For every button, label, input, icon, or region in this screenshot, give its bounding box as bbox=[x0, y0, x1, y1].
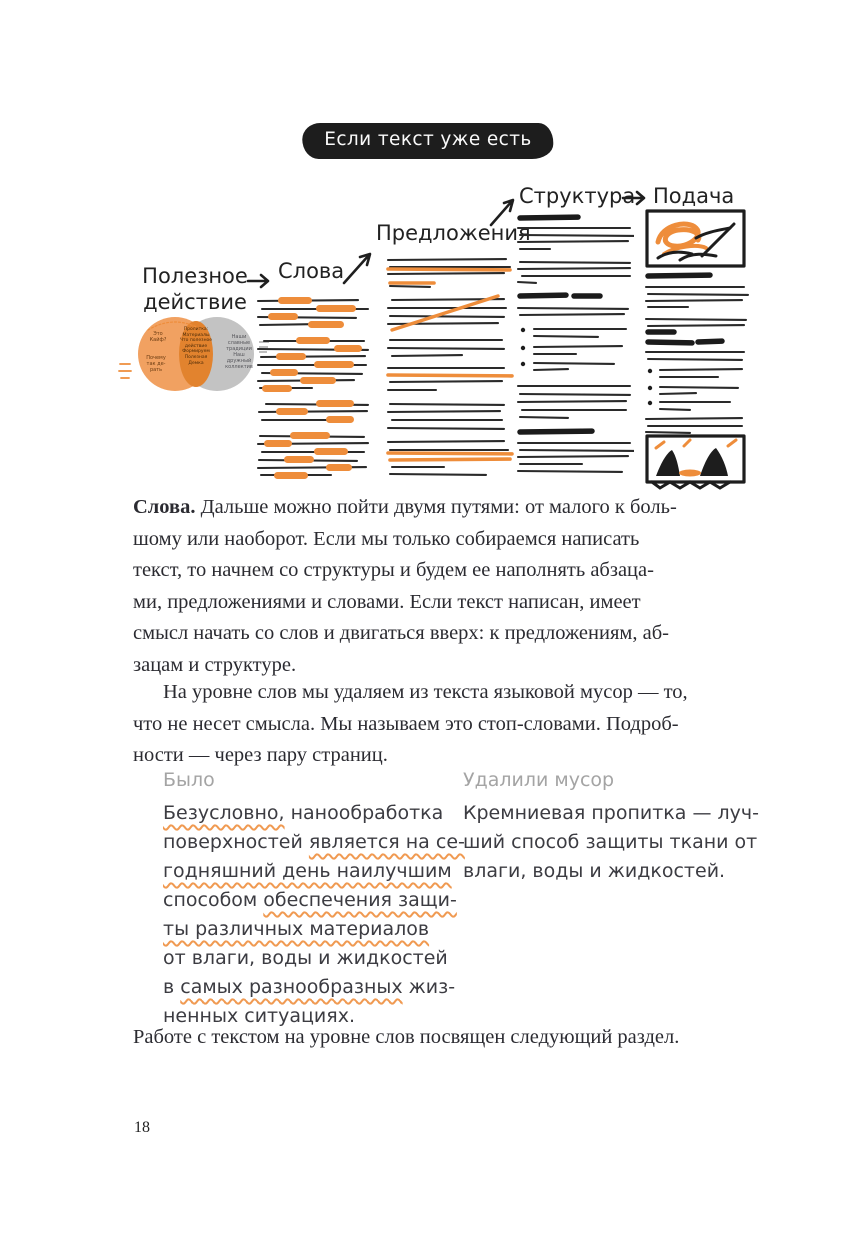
venn-left-label-bottom: Почему так де- рать bbox=[146, 355, 166, 373]
arrow-up-right-icon bbox=[489, 194, 517, 230]
words-column-sketch bbox=[256, 296, 376, 480]
venn-left-label-top: Это Кайф? bbox=[149, 331, 167, 343]
sentences-column-sketch bbox=[386, 256, 514, 480]
delivery-column-sketch bbox=[644, 208, 750, 490]
paragraph-stop-words: На уровне слов мы удаляем из текста языковой мусор — то, что не несет смысла. Мы называем это стоп-словами. Подроб- ности — через пару страниц. bbox=[133, 681, 688, 766]
section-badge: Если текст уже есть bbox=[302, 123, 553, 159]
example-before-text: Безусловно, нанообработка поверхностей является на се- годняшний день наилучшим способом обеспечения защи- ты различных материалов от влаги, воды и жидкостей в самых разнообразных жиз- ненных ситуациях. bbox=[163, 802, 465, 1027]
example-before-header: Было bbox=[163, 769, 215, 791]
label-useful-action: Полезное действие bbox=[142, 264, 248, 314]
venn-center-label: Пролитка: Материалы Что полезное действие Формируем Полезная Демка bbox=[179, 327, 213, 366]
label-delivery: Подача bbox=[653, 184, 735, 208]
page-number: 18 bbox=[134, 1119, 150, 1136]
structure-column-sketch bbox=[516, 212, 634, 474]
example-after-text: Кремниевая пропитка — луч- ший способ защиты ткани от влаги, воды и жидкостей. bbox=[463, 802, 759, 882]
closing-sentence: Работе с текстом на уровне слов посвящен следующий раздел. bbox=[133, 1026, 680, 1048]
paragraph-words-intro: Слова. Дальше можно пойти двумя путями: от малого к боль- шому или наоборот. Если мы только собираемся написать текст, то начнем со структуры и будем ее наполнять абзаца- ми, предложениями и словами. Если текст написан, имеет смысл начать со слов и двигаться вверх: к предложениям, аб- зацам и структуре. bbox=[133, 496, 677, 676]
arrow-up-right-icon bbox=[341, 246, 375, 288]
label-structure: Структура bbox=[519, 184, 636, 208]
arrow-right-icon bbox=[246, 270, 274, 292]
venn-right-label: Наши славные традиции Наш дружный коллектив bbox=[225, 334, 253, 370]
arrow-right-icon bbox=[621, 187, 649, 209]
example-after-header: Удалили мусор bbox=[463, 769, 615, 791]
label-sentences: Предложения bbox=[376, 221, 531, 245]
label-words: Слова bbox=[278, 259, 345, 283]
